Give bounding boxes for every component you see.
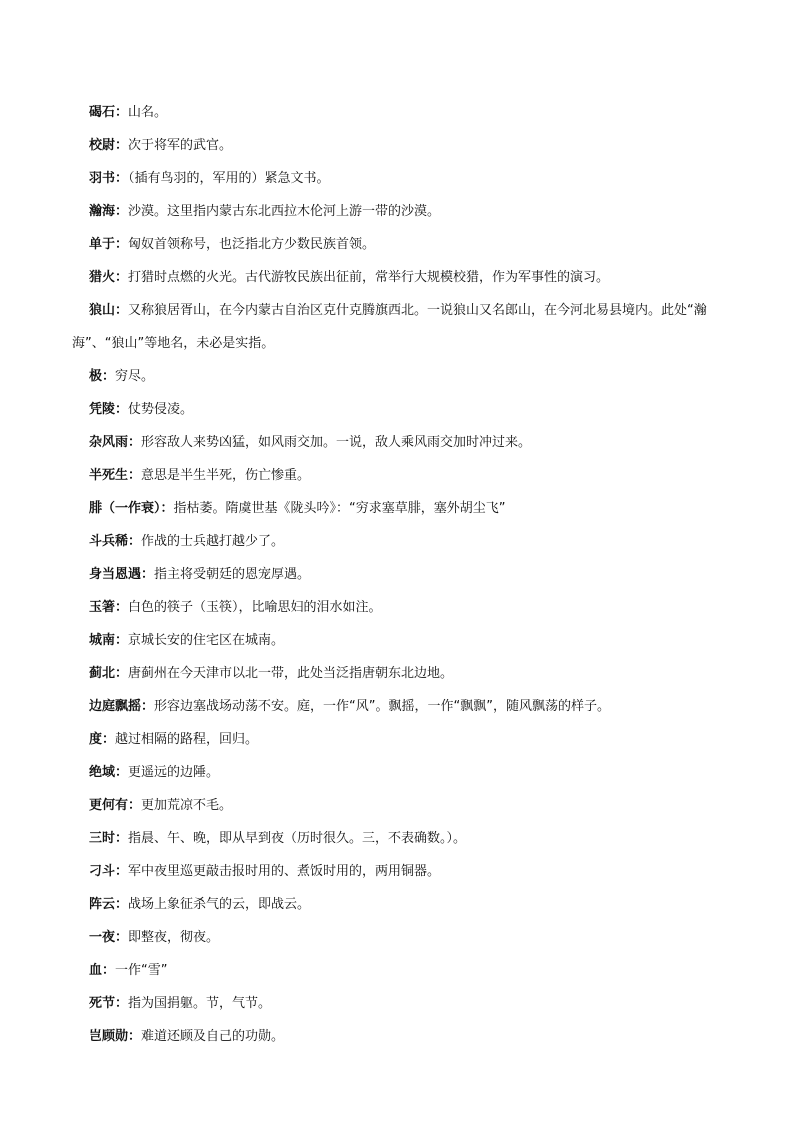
term-separator: ： [115,402,129,417]
glossary-definition: 即整夜，彻夜。 [128,930,220,945]
glossary-entry [72,822,742,855]
term-separator: ： [141,699,155,714]
glossary-entry [72,789,742,822]
glossary-definition: 打猎时点燃的火光。古代游牧民族出征前，常举行大规模校猎，作为军事性的演习。 [128,270,610,285]
glossary-term: 一夜 [89,930,116,945]
glossary-term: 猎火 [89,270,116,285]
glossary-definition: 战场上象征杀气的云，即战云。 [128,897,311,912]
glossary-term: 血 [89,963,103,978]
glossary-entry [72,657,742,690]
glossary-entry [72,96,742,129]
glossary-entry [72,723,742,756]
glossary-definition: 形容敌人来势凶猛，如风雨交加。一说，敌人乘风雨交加时冲过来。 [141,435,532,450]
glossary-term: 阵云 [89,897,116,912]
term-separator: ： [115,270,129,285]
glossary-definition: 穷尽。 [115,369,155,384]
glossary-entry [72,756,742,789]
glossary-term: 城南 [89,633,116,648]
glossary-term: 更何有 [89,798,129,813]
glossary-term: 腓（一作衰） [89,501,161,516]
glossary-entry [72,129,742,162]
glossary-term: 玉箸 [89,600,116,615]
term-separator: ： [115,996,129,1011]
glossary-definition: 更加荒凉不毛。 [141,798,233,813]
glossary-term: 度 [89,732,103,747]
glossary-definition: 更遥远的边陲。 [128,765,220,780]
glossary-term: 边庭飘摇 [89,699,142,714]
glossary-definition: 作战的士兵越打越少了。 [141,534,285,549]
glossary-entry [72,426,742,459]
glossary-definition: 仗势侵凌。 [128,402,194,417]
glossary-entry [72,888,742,921]
term-separator: ： [128,468,142,483]
glossary-entry [72,162,742,195]
glossary-definition: 指为国捐躯。节，气节。 [128,996,272,1011]
glossary-definition: 意思是半生半死，伤亡惨重。 [141,468,311,483]
glossary-definition: 唐蓟州在今天津市以北一带，此处当泛指唐朝东北边地。 [128,666,454,681]
glossary-term: 岂顾勋 [89,1029,129,1044]
glossary-definition: 次于将军的武官。 [128,138,233,153]
term-separator: ： [115,633,129,648]
term-separator: ： [102,963,116,978]
glossary-entry [72,228,742,261]
glossary-entry [72,591,742,624]
glossary-definition: 难道还顾及自己的功勋。 [141,1029,285,1044]
term-separator: ： [115,138,129,153]
glossary-term: 刁斗 [89,864,116,879]
glossary-definition: 指枯萎。隋虞世基《陇头吟》：“穷求塞草腓，塞外胡尘飞” [173,501,506,516]
glossary-term: 极 [89,369,103,384]
term-separator: ： [115,897,129,912]
term-separator: ： [115,864,129,879]
glossary-entry [72,954,742,987]
term-separator: ： [102,732,116,747]
glossary-entry [72,921,742,954]
term-separator: ： [128,1029,142,1044]
glossary-entry [72,987,742,1020]
term-separator: ： [115,930,129,945]
term-separator: ： [115,204,129,219]
term-separator: ： [128,798,142,813]
glossary-definition: 军中夜里巡更敲击报时用的、煮饭时用的，两用铜器。 [128,864,441,879]
glossary-definition: 沙漠。这里指内蒙古东北西拉木伦河上游一带的沙漠。 [128,204,441,219]
glossary-term: 三时 [89,831,116,846]
glossary-term: 校尉 [89,138,116,153]
glossary-definition: 匈奴首领称号，也泛指北方少数民族首领。 [128,237,376,252]
glossary-entry [72,690,742,723]
term-separator: ： [115,303,129,318]
glossary-term: 斗兵稀 [89,534,129,549]
term-separator: ： [115,765,129,780]
glossary-definition: 指主将受朝廷的恩宠厚遇。 [154,567,311,582]
term-separator: ： [115,237,129,252]
term-separator: ： [115,831,129,846]
glossary-entry [72,459,742,492]
glossary-definition: 越过相隔的路程，回归。 [115,732,259,747]
glossary-definition: 一作“雪” [115,963,168,978]
glossary-term: 狼山 [89,303,116,318]
glossary-entry [72,1020,742,1053]
term-separator: ： [102,369,116,384]
glossary-term: 死节 [89,996,116,1011]
glossary-term: 蓟北 [89,666,116,681]
glossary-term: 半死生 [89,468,129,483]
glossary-entry [72,558,742,591]
glossary-list [72,96,742,1053]
glossary-entry [72,492,742,525]
glossary-entry [72,525,742,558]
glossary-term: 绝域 [89,765,116,780]
term-separator: ： [115,600,129,615]
term-separator: ： [115,666,129,681]
glossary-term: 瀚海 [89,204,116,219]
glossary-term: 凭陵 [89,402,116,417]
glossary-definition: 又称狼居胥山，在今内蒙古自治区克什克腾旗西北。一说狼山又名郎山，在今河北易县境内。此处“瀚海”、“狼山”等地名，未必是实指。 [72,303,707,351]
glossary-definition: 指晨、午、晚，即从早到夜（历时很久。三，不表确数。）。 [128,831,467,846]
glossary-entry [72,393,742,426]
glossary-definition: 山名。 [128,105,168,120]
glossary-definition: 形容边塞战场动荡不安。庭，一作“风”。飘摇，一作“飘飘”，随风飘荡的样子。 [154,699,610,714]
glossary-entry [72,624,742,657]
glossary-definition: （插有鸟羽的，军用的）紧急文书。 [128,171,330,186]
glossary-definition: 京城长安的住宅区在城南。 [128,633,285,648]
term-separator: ： [115,171,129,186]
glossary-entry [72,261,742,294]
term-separator: ： [128,435,142,450]
glossary-entry [72,294,742,360]
glossary-term: 身当恩遇 [89,567,142,582]
term-separator: ： [115,105,129,120]
glossary-term: 杂风雨 [89,435,129,450]
glossary-definition: 白色的筷子（玉筷），比喻思妇的泪水如注。 [128,600,382,615]
glossary-term: 单于 [89,237,116,252]
glossary-entry [72,195,742,228]
glossary-term: 羽书 [89,171,116,186]
glossary-entry [72,855,742,888]
term-separator: ： [141,567,155,582]
term-separator: ： [128,534,142,549]
glossary-term: 碣石 [89,105,116,120]
glossary-entry [72,360,742,393]
term-separator: ： [160,501,174,516]
